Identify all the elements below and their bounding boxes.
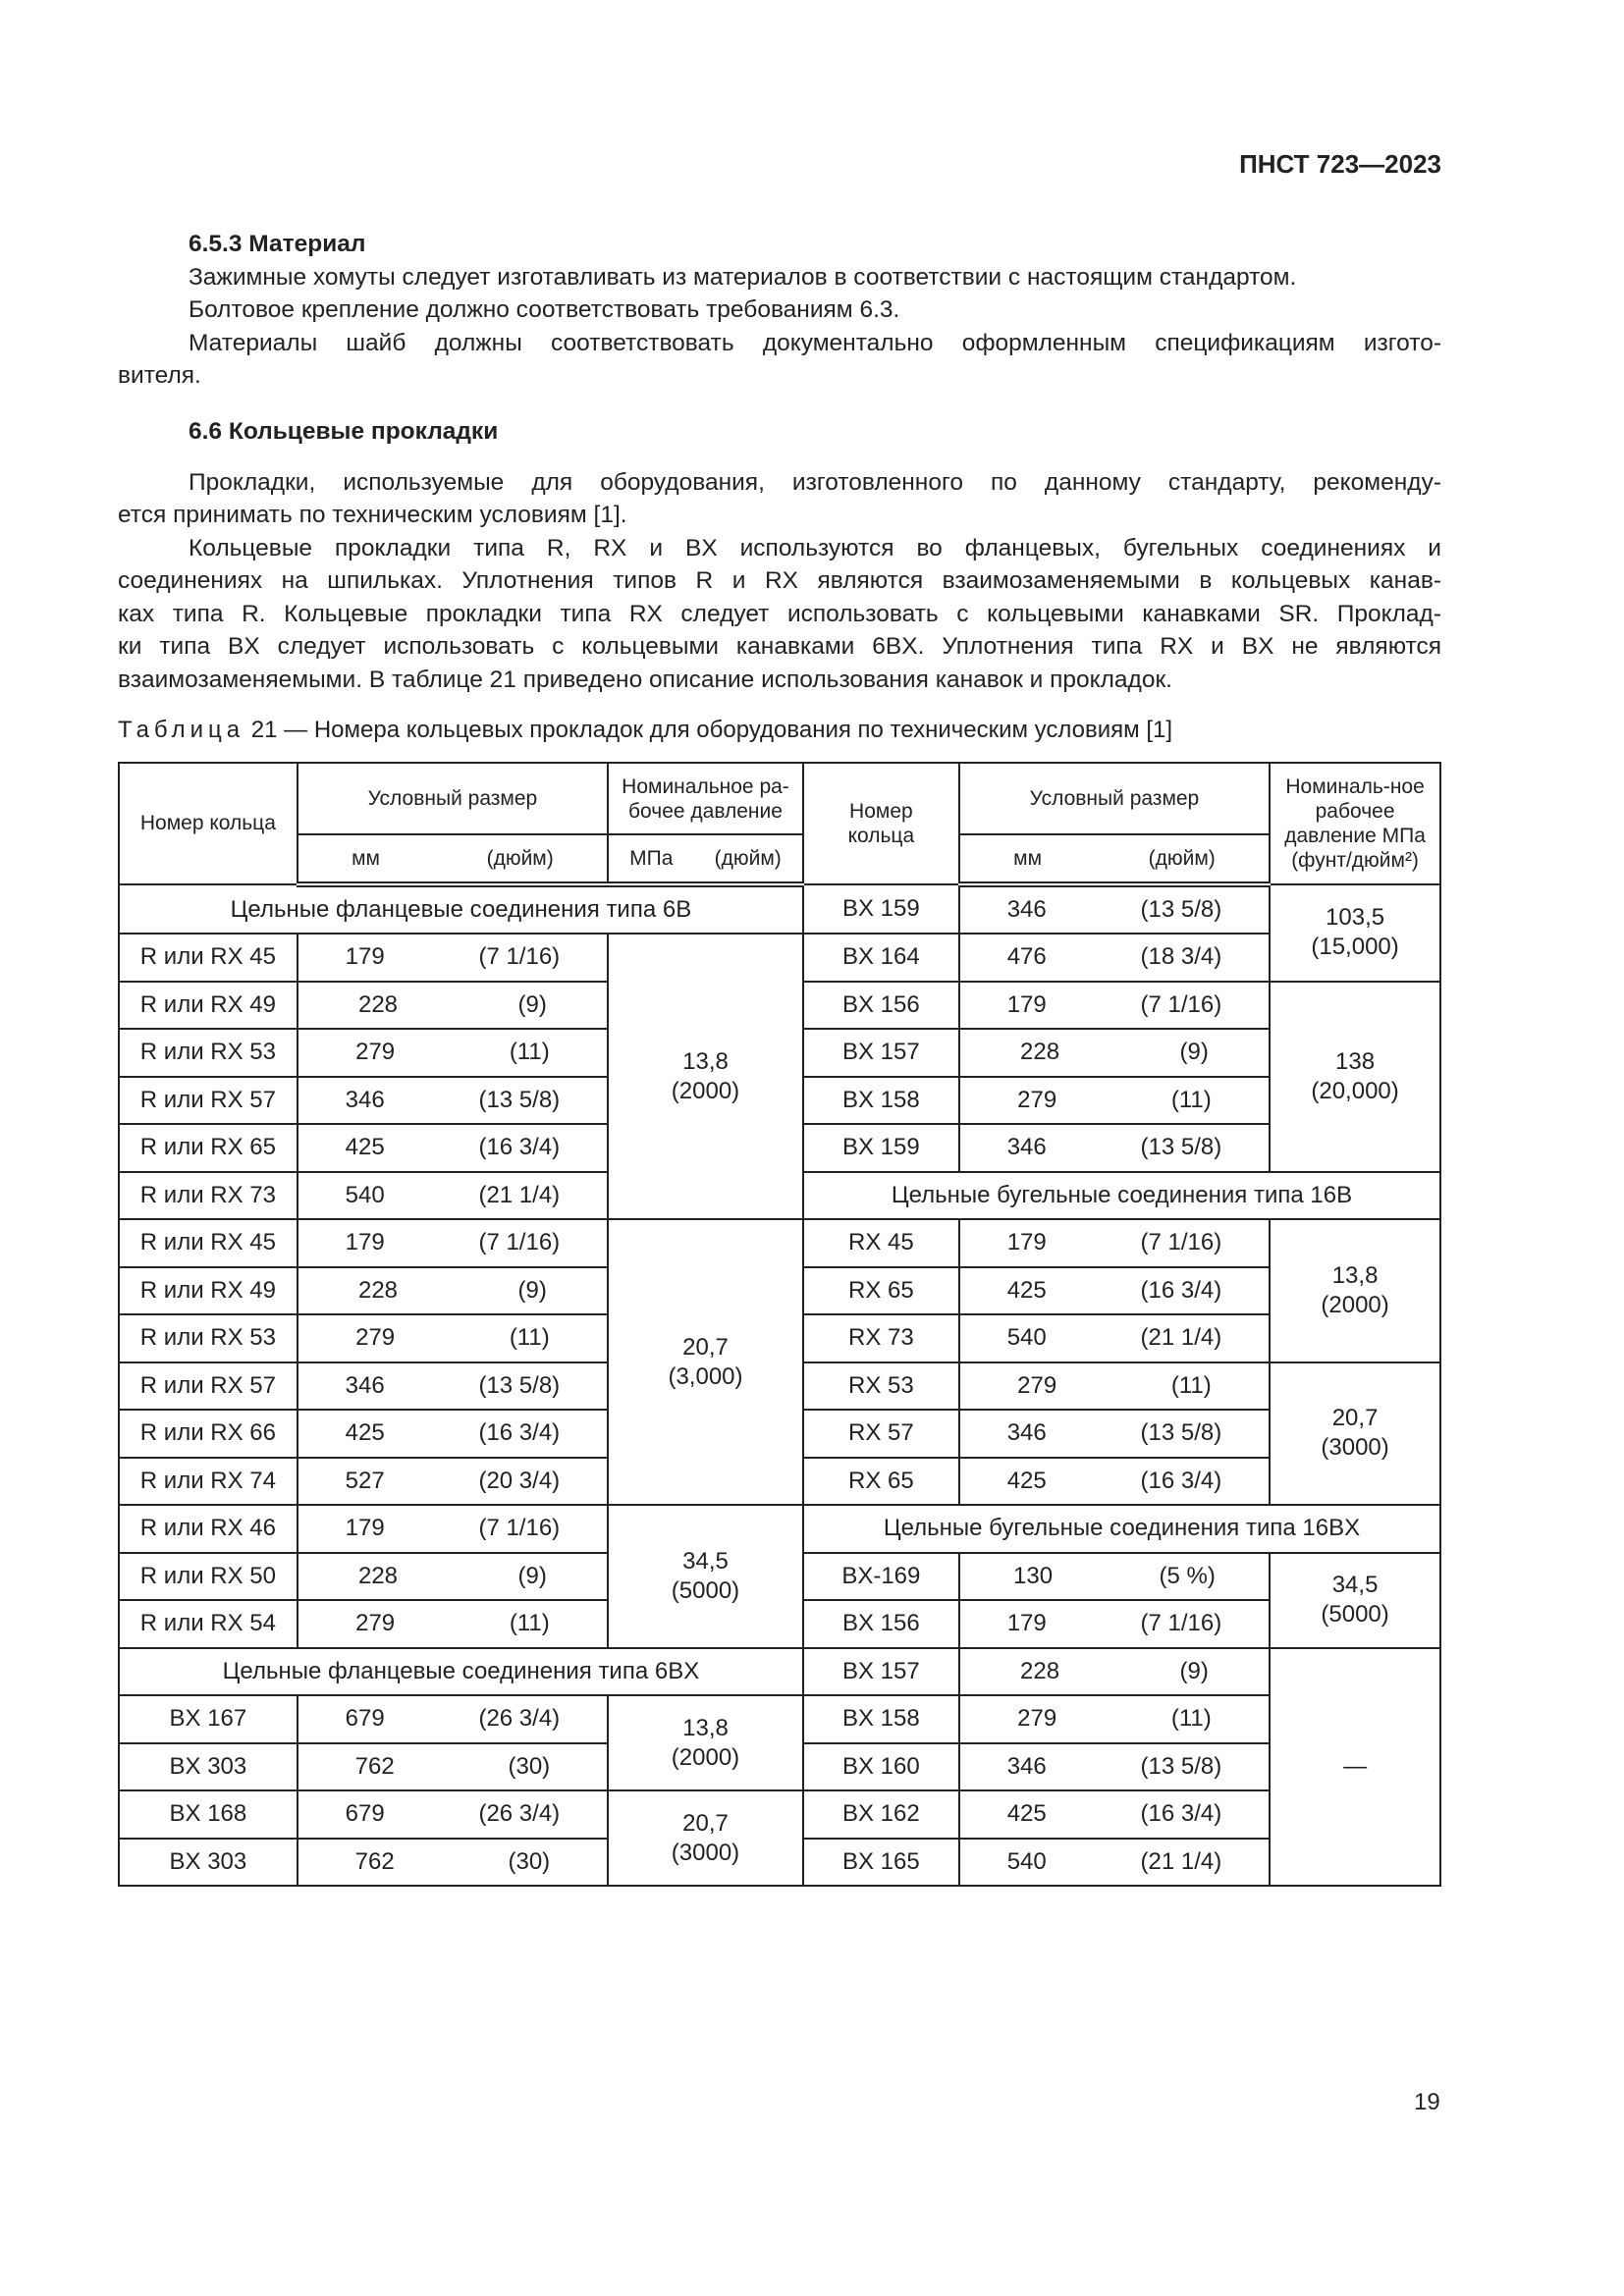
size-mm: 346 (345, 1371, 385, 1399)
pressure-cell (1270, 1362, 1440, 1506)
size-mm: 179 (345, 1229, 385, 1256)
pressure-mpa: 13,8 (682, 1047, 729, 1075)
size-values (960, 991, 1269, 1019)
size-values (298, 1800, 607, 1828)
header-pressure-units (608, 834, 803, 884)
size-mm: 228 (1020, 1039, 1060, 1066)
size-mm: 679 (345, 1705, 385, 1733)
size-cell (298, 1362, 608, 1411)
size-cell (298, 1029, 608, 1077)
ring-number-cell: RX 45 (803, 1219, 959, 1267)
ring-number-cell: R или RX 57 (119, 1362, 298, 1411)
size-mm: 279 (1017, 1086, 1057, 1113)
size-values (298, 1705, 607, 1733)
size-values (298, 1515, 607, 1542)
size-inch: (11) (1170, 1705, 1212, 1733)
pressure-psi: (20,000) (1311, 1077, 1399, 1104)
header-mpa: МПа (629, 846, 674, 870)
size-cell (298, 1839, 608, 1887)
size-inch: (9) (1179, 1657, 1209, 1684)
ring-number-cell: R или RX 54 (119, 1600, 298, 1648)
size-values (298, 991, 607, 1019)
size-inch: (21 1/4) (1140, 1847, 1222, 1875)
size-inch: (18 3/4) (1140, 943, 1222, 971)
pressure-mpa: 34,5 (1331, 1572, 1379, 1598)
size-inch: (13 5/8) (1140, 1419, 1222, 1447)
size-cell (298, 1314, 608, 1362)
size-cell (298, 1077, 608, 1125)
size-mm: 346 (1006, 895, 1047, 923)
table-row (119, 1648, 1440, 1696)
size-cell (959, 1695, 1270, 1743)
text-line: взаимозаменяемыми. В таблице 21 приведено описание использования канавок и прокладок. (118, 666, 1172, 693)
section-title: 6.5.3 Материал (189, 231, 366, 257)
size-cell (959, 1458, 1270, 1506)
caption-text: 21 — Номера кольцевых прокладок для оборудования по техническим условиям [1] (250, 717, 1173, 743)
size-inch: (7 1/16) (1140, 990, 1222, 1018)
size-values (960, 943, 1269, 971)
ring-number-cell: BX 158 (803, 1077, 959, 1125)
size-cell (959, 1077, 1270, 1125)
size-inch: (9) (517, 1276, 547, 1304)
size-cell (298, 1505, 608, 1553)
size-cell (959, 1219, 1270, 1267)
text-line: ется принимать по техническим условиям [1]. (118, 502, 627, 528)
size-mm: 425 (345, 1134, 385, 1161)
size-mm: 279 (1017, 1705, 1057, 1733)
pressure-cell (1270, 1648, 1440, 1887)
page-number: 19 (1414, 2089, 1440, 2115)
size-inch: (13 5/8) (1140, 1134, 1222, 1161)
text-line: Материалы шайб должны соответствовать документально оформленным спецификациям изгото- (189, 329, 1441, 356)
size-cell (959, 1648, 1270, 1696)
text-line: Кольцевые прокладки типа R, RX и BX используются во фланцевых, бугельных соединениях и (189, 534, 1441, 561)
size-cell (298, 1695, 608, 1743)
size-mm: 425 (1006, 1800, 1047, 1828)
size-mm: 762 (354, 1847, 395, 1875)
size-inch: (9) (1179, 1039, 1209, 1066)
size-inch: (7 1/16) (1140, 1610, 1222, 1637)
ring-number-cell: R или RX 74 (119, 1458, 298, 1506)
pressure-mpa: 20,7 (1331, 1405, 1379, 1432)
header-size-units (959, 834, 1270, 884)
section-header-cell: Цельные бугельные соединения типа 16BX (803, 1505, 1440, 1553)
size-inch: (9) (517, 990, 547, 1018)
ring-number-cell: R или RX 45 (119, 1219, 298, 1267)
ring-number-cell: RX 65 (803, 1458, 959, 1506)
size-values (298, 943, 607, 971)
text-line: Прокладки, используемые для оборудования, изготовленного по данному стандарту, рекоменду- (189, 468, 1441, 496)
pressure-psi: (15,000) (1311, 934, 1399, 960)
ring-number-cell: R или RX 66 (119, 1410, 298, 1458)
size-cell (298, 1172, 608, 1220)
size-cell (959, 1124, 1270, 1172)
size-values (298, 1229, 607, 1256)
pressure-cell (1270, 982, 1440, 1172)
ring-number-cell: R или RX 65 (119, 1124, 298, 1172)
section-6-6 (118, 415, 1441, 696)
size-inch: (11) (509, 1610, 550, 1637)
size-cell (298, 1743, 608, 1791)
size-inch: (16 3/4) (1140, 1467, 1222, 1494)
ring-number-cell: BX 167 (119, 1695, 298, 1743)
size-mm: 679 (345, 1800, 385, 1828)
size-inch: (30) (508, 1752, 551, 1780)
ring-number-cell: R или RX 50 (119, 1553, 298, 1601)
table-row (119, 934, 1440, 982)
size-mm: 130 (1013, 1562, 1054, 1589)
size-values (298, 1039, 607, 1066)
pressure-mpa: — (1343, 1752, 1368, 1780)
ring-number-cell: R или RX 45 (119, 934, 298, 982)
size-cell (959, 1839, 1270, 1887)
size-cell (298, 1410, 608, 1458)
size-values (960, 1039, 1269, 1066)
size-cell (959, 1600, 1270, 1648)
ring-number-cell: BX 168 (119, 1790, 298, 1839)
size-inch: (11) (509, 1039, 550, 1066)
size-inch: (11) (1170, 1371, 1212, 1399)
text-line: соединениях на шпильках. Уплотнения типов R и RX являются взаимозаменяемыми в кольцевых канав- (118, 567, 1441, 594)
pressure-cell (608, 1790, 803, 1886)
pressure-cell (608, 1505, 803, 1648)
size-cell (298, 1124, 608, 1172)
size-cell (959, 1029, 1270, 1077)
text-line: вителя. (118, 362, 201, 389)
pressure-mpa: 20,7 (682, 1809, 729, 1837)
size-cell (298, 1458, 608, 1506)
header-size: Условный размер (959, 763, 1270, 834)
ring-number-cell: BX 164 (803, 934, 959, 982)
size-cell (959, 1790, 1270, 1839)
header-inch: (дюйм) (486, 846, 554, 870)
size-cell (298, 1790, 608, 1839)
ring-number-cell: BX 157 (803, 1029, 959, 1077)
header-mm: мм (352, 846, 380, 870)
size-inch: (11) (509, 1324, 550, 1352)
size-inch: (7 1/16) (478, 1229, 561, 1256)
pressure-mpa: 20,7 (682, 1333, 729, 1361)
size-values (960, 1419, 1269, 1447)
size-values (298, 1182, 607, 1209)
size-inch: (9) (517, 1562, 547, 1589)
size-values (960, 1229, 1269, 1256)
table-row (119, 1505, 1440, 1553)
size-mm: 279 (1017, 1371, 1057, 1399)
size-values (298, 1324, 607, 1352)
size-inch: (13 5/8) (1140, 895, 1222, 923)
size-cell (959, 1743, 1270, 1791)
size-values (960, 1658, 1269, 1685)
table-caption (118, 717, 1172, 744)
pressure-cell (1270, 1553, 1440, 1648)
size-cell (298, 1267, 608, 1315)
header-ring-number: Номер кольца (119, 763, 298, 884)
ring-number-cell: BX 162 (803, 1790, 959, 1839)
section-header-cell: Цельные бугельные соединения типа 16B (803, 1172, 1440, 1220)
size-mm: 179 (1006, 1229, 1047, 1256)
ring-number-cell: BX 156 (803, 982, 959, 1030)
size-cell (959, 1362, 1270, 1411)
size-inch: (16 3/4) (1140, 1800, 1222, 1828)
size-inch: (11) (1170, 1086, 1212, 1113)
size-cell (959, 1314, 1270, 1362)
section-6-5-3 (118, 228, 1441, 393)
section-title: 6.6 Кольцевые прокладки (189, 418, 499, 445)
ring-number-cell: BX 303 (119, 1743, 298, 1791)
text-line: Болтовое крепление должно соответствовать требованиям 6.3. (189, 296, 900, 323)
pressure-psi: (2000) (1321, 1291, 1389, 1318)
pressure-mpa: 34,5 (682, 1547, 729, 1575)
size-cell (959, 884, 1270, 934)
size-values (960, 896, 1269, 924)
size-cell (298, 1600, 608, 1648)
size-mm: 346 (1006, 1419, 1047, 1447)
size-values (960, 1610, 1269, 1637)
size-values (960, 1800, 1269, 1828)
pressure-psi: (5000) (671, 1576, 740, 1604)
size-cell (298, 934, 608, 982)
ring-number-cell: R или RX 53 (119, 1029, 298, 1077)
text-line: ки типа BX следует использовать с кольцевыми канавками 6BX. Уплотнения типа RX и BX не являются (118, 633, 1441, 660)
section-header-cell: Цельные фланцевые соединения типа 6B (119, 884, 803, 934)
pressure-cell (608, 1219, 803, 1505)
pressure-cell (608, 934, 803, 1219)
size-inch: (16 3/4) (1140, 1276, 1222, 1304)
pressure-cell (1270, 884, 1440, 982)
header-inch: (дюйм) (714, 846, 782, 870)
size-inch: (13 5/8) (478, 1086, 561, 1113)
size-cell (298, 1219, 608, 1267)
size-inch: (5 %) (1159, 1562, 1216, 1589)
size-values (960, 1087, 1269, 1114)
ring-number-cell: BX 160 (803, 1743, 959, 1791)
size-cell (959, 1267, 1270, 1315)
pressure-psi: (3000) (671, 1839, 740, 1866)
size-values (960, 1134, 1269, 1161)
ring-number-cell: BX 159 (803, 884, 959, 934)
header-inch: (дюйм) (1148, 846, 1216, 870)
size-inch: (7 1/16) (1140, 1229, 1222, 1256)
ring-number-cell: BX 158 (803, 1695, 959, 1743)
size-cell (959, 982, 1270, 1030)
size-mm: 425 (1006, 1467, 1047, 1494)
size-mm: 279 (355, 1039, 396, 1066)
size-inch: (26 3/4) (478, 1705, 561, 1733)
size-mm: 228 (357, 1562, 399, 1589)
size-mm: 179 (1006, 990, 1047, 1018)
size-cell (959, 1553, 1270, 1601)
size-values (960, 1563, 1269, 1590)
size-mm: 228 (1020, 1657, 1060, 1684)
size-mm: 346 (345, 1086, 385, 1113)
size-values (298, 1563, 607, 1590)
size-inch: (16 3/4) (478, 1134, 561, 1161)
size-mm: 179 (345, 1515, 385, 1542)
size-cell (959, 934, 1270, 982)
size-values (960, 1848, 1269, 1876)
size-values (960, 1372, 1269, 1400)
size-values (960, 1468, 1269, 1495)
ring-number-cell: R или RX 49 (119, 1267, 298, 1315)
size-mm: 279 (355, 1324, 396, 1352)
table-row (119, 884, 1440, 934)
size-values (298, 1277, 607, 1305)
size-values (298, 1087, 607, 1114)
caption-label: Таблица (118, 717, 245, 743)
size-cell (959, 1410, 1270, 1458)
size-mm: 346 (1006, 1134, 1047, 1161)
size-values (298, 1468, 607, 1495)
size-inch: (7 1/16) (478, 943, 561, 971)
pressure-psi: (2000) (671, 1743, 740, 1771)
ring-number-cell: R или RX 57 (119, 1077, 298, 1125)
text-line: ках типа R. Кольцевые прокладки типа RX следует использовать с кольцевыми канавками SR. Проклад- (118, 600, 1441, 627)
size-values (960, 1324, 1269, 1352)
text-line: Зажимные хомуты следует изготавливать из материалов в соответствии с настоящим стандартом. (189, 263, 1297, 291)
pressure-cell (1270, 1219, 1440, 1362)
size-mm: 228 (357, 1276, 399, 1304)
size-values (298, 1848, 607, 1876)
size-mm: 527 (345, 1467, 385, 1494)
ring-number-cell: BX 165 (803, 1839, 959, 1887)
header-pressure-psi: Номиналь-ное рабочее давление МПа (фунт/дюйм²) (1270, 763, 1440, 884)
ring-number-cell: R или RX 49 (119, 982, 298, 1030)
size-cell (298, 1553, 608, 1601)
size-inch: (20 3/4) (478, 1467, 561, 1494)
size-values (960, 1753, 1269, 1781)
pressure-cell (608, 1695, 803, 1790)
ring-number-cell: RX 57 (803, 1410, 959, 1458)
size-mm: 425 (345, 1419, 385, 1447)
size-values (298, 1753, 607, 1781)
pressure-psi: (3000) (1321, 1434, 1389, 1462)
table-row (119, 1695, 1440, 1743)
gasket-table (118, 762, 1441, 1887)
header-ring-number: Номер кольца (803, 763, 959, 884)
size-mm: 179 (1006, 1610, 1047, 1637)
pressure-mpa: 138 (1335, 1047, 1376, 1075)
pressure-mpa: 103,5 (1326, 904, 1385, 931)
ring-number-cell: BX 156 (803, 1600, 959, 1648)
size-mm: 425 (1006, 1276, 1047, 1304)
size-inch: (21 1/4) (1140, 1324, 1222, 1352)
ring-number-cell: R или RX 46 (119, 1505, 298, 1553)
ring-number-cell: BX-169 (803, 1553, 959, 1601)
ring-number-cell: RX 73 (803, 1314, 959, 1362)
size-mm: 346 (1006, 1752, 1047, 1780)
header-pressure: Номинальное ра-бочее давление (608, 763, 803, 834)
ring-number-cell: BX 303 (119, 1839, 298, 1887)
size-values (298, 1610, 607, 1637)
ring-number-cell: R или RX 53 (119, 1314, 298, 1362)
table-row (119, 1219, 1440, 1267)
size-mm: 540 (345, 1181, 385, 1208)
header-size-units (298, 834, 608, 884)
section-header-cell: Цельные фланцевые соединения типа 6BX (119, 1648, 803, 1696)
header-mm: мм (1013, 846, 1042, 870)
size-inch: (13 5/8) (478, 1371, 561, 1399)
size-inch: (21 1/4) (478, 1181, 561, 1208)
size-values (298, 1134, 607, 1161)
size-mm: 762 (354, 1752, 395, 1780)
size-values (298, 1419, 607, 1447)
size-values (960, 1277, 1269, 1305)
ring-number-cell: BX 157 (803, 1648, 959, 1696)
header-size: Условный размер (298, 763, 608, 834)
size-mm: 179 (345, 943, 385, 971)
pressure-psi: (5000) (1321, 1601, 1389, 1628)
size-mm: 540 (1006, 1324, 1047, 1352)
pressure-mpa: 13,8 (1331, 1261, 1379, 1289)
size-mm: 540 (1006, 1847, 1047, 1875)
table-body (119, 884, 1440, 1887)
size-inch: (7 1/16) (478, 1515, 561, 1542)
size-mm: 279 (355, 1610, 396, 1637)
size-cell (298, 982, 608, 1030)
size-inch: (26 3/4) (478, 1800, 561, 1828)
size-mm: 228 (357, 990, 399, 1018)
size-inch: (30) (508, 1847, 551, 1875)
size-values (960, 1705, 1269, 1733)
pressure-psi: (2000) (671, 1077, 740, 1104)
ring-number-cell: R или RX 73 (119, 1172, 298, 1220)
size-values (298, 1372, 607, 1400)
ring-number-cell: BX 159 (803, 1124, 959, 1172)
ring-number-cell: RX 65 (803, 1267, 959, 1315)
size-inch: (16 3/4) (478, 1419, 561, 1447)
size-inch: (13 5/8) (1140, 1752, 1222, 1780)
pressure-mpa: 13,8 (682, 1714, 729, 1741)
ring-number-cell: RX 53 (803, 1362, 959, 1411)
size-mm: 476 (1006, 943, 1047, 971)
table-row (119, 1790, 1440, 1839)
document-id: ПНСТ 723—2023 (1239, 149, 1441, 179)
pressure-psi: (3,000) (668, 1362, 743, 1390)
